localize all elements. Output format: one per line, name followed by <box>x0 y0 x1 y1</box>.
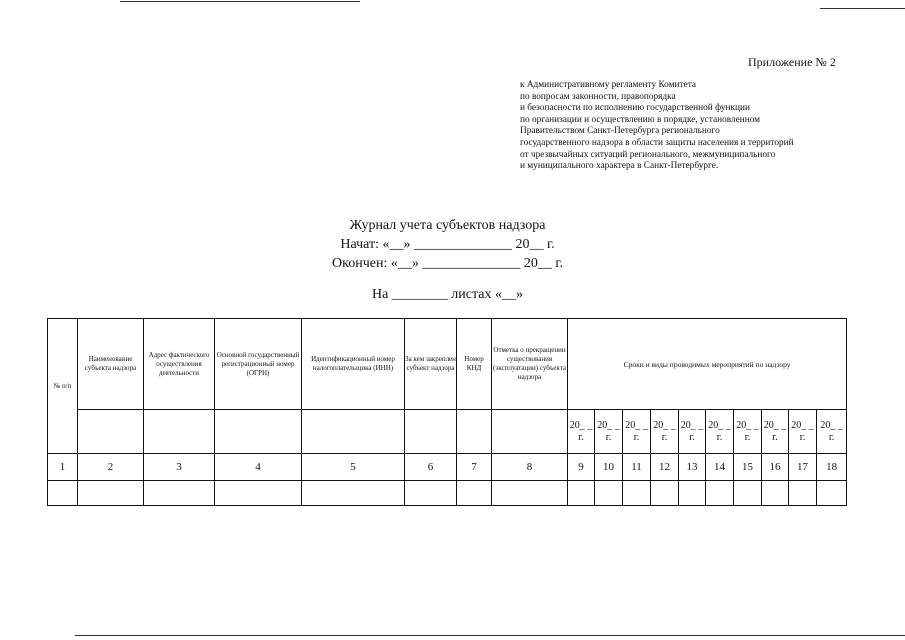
header-name: Наименование субъекта надзора <box>78 319 144 410</box>
table-cell <box>302 410 405 454</box>
scan-edge-top-left <box>120 1 360 2</box>
table-cell <box>492 481 568 506</box>
column-number: 6 <box>405 454 457 481</box>
table-header-row <box>48 319 847 410</box>
table-cell <box>215 410 302 454</box>
table-cell <box>679 481 706 506</box>
header-assigned: За кем закреплен субъект надзора <box>405 319 457 410</box>
appendix-line: по вопросам законности, правопорядка <box>520 91 676 102</box>
column-number: 13 <box>679 454 706 481</box>
table-cell <box>789 481 817 506</box>
column-number: 17 <box>789 454 817 481</box>
column-number: 9 <box>568 454 595 481</box>
column-number: 14 <box>706 454 734 481</box>
appendix-line: Правительством Санкт-Петербурга регионального <box>520 126 720 137</box>
header-termination: Отметка о прекращении существования (эксплуатации) субъекта надзора <box>492 319 568 410</box>
table-cell <box>457 410 492 454</box>
appendix-reference <box>520 80 794 173</box>
table-cell <box>623 481 651 506</box>
year-cell: 20_ _ г. <box>817 410 847 454</box>
table-cell <box>651 481 679 506</box>
table-cell <box>405 410 457 454</box>
year-cell: 20_ _ г. <box>568 410 595 454</box>
header-terms: Сроки и виды проводимых мероприятий по надзору <box>568 319 847 410</box>
register-table <box>47 318 847 506</box>
year-cell: 20_ _ г. <box>706 410 734 454</box>
journal-started: Начат: «__» ______________ 20__ г. <box>340 237 555 252</box>
year-cell: 20_ _ г. <box>623 410 651 454</box>
table-cell <box>492 410 568 454</box>
appendix-line: от чрезвычайных ситуаций регионального, межмуниципального <box>520 149 776 160</box>
table-number-row <box>48 454 847 481</box>
table-cell <box>734 481 762 506</box>
year-cell: 20_ _ г. <box>789 410 817 454</box>
column-number: 5 <box>302 454 405 481</box>
table-cell <box>595 481 623 506</box>
header-address: Адрес фактического осуществления деятельности <box>144 319 215 410</box>
journal-sheets: На ________ листах «__» <box>371 287 524 302</box>
table-cell <box>78 410 144 454</box>
appendix-line: по организации и осуществлению в порядке, установленном <box>520 114 761 125</box>
column-number: 7 <box>457 454 492 481</box>
appendix-title: Приложение № 2 <box>748 55 836 69</box>
appendix-line: к Административному регламенту Комитета <box>520 80 697 90</box>
table-cell <box>144 481 215 506</box>
header-knd: Номер КНД <box>457 319 492 410</box>
scan-edge-bottom <box>75 635 905 636</box>
column-number: 16 <box>762 454 789 481</box>
column-number: 1 <box>48 454 78 481</box>
column-number: 12 <box>651 454 679 481</box>
header-num: № п/п <box>48 319 78 454</box>
column-number: 11 <box>623 454 651 481</box>
table-cell <box>817 481 847 506</box>
appendix-line: и безопасности по исполнению государственной функции <box>520 103 750 114</box>
column-number: 18 <box>817 454 847 481</box>
table-cell <box>302 481 405 506</box>
table-cell <box>405 481 457 506</box>
column-number: 3 <box>144 454 215 481</box>
column-number: 15 <box>734 454 762 481</box>
column-number: 4 <box>215 454 302 481</box>
year-cell: 20_ _ г. <box>595 410 623 454</box>
scan-edge-top-right <box>820 8 905 9</box>
journal-title: Журнал учета субъектов надзора <box>349 218 546 233</box>
column-number: 10 <box>595 454 623 481</box>
year-cell: 20_ _ г. <box>734 410 762 454</box>
journal-heading <box>0 216 895 273</box>
table-years-row <box>48 410 847 454</box>
table-row <box>48 481 847 506</box>
column-number: 2 <box>78 454 144 481</box>
appendix-line: и муниципального характера в Санкт-Петербурге. <box>520 161 719 172</box>
column-number: 8 <box>492 454 568 481</box>
table-cell <box>144 410 215 454</box>
table-cell <box>78 481 144 506</box>
journal-finished: Окончен: «__» ______________ 20__ г. <box>332 256 563 271</box>
year-cell: 20_ _ г. <box>651 410 679 454</box>
table-cell <box>706 481 734 506</box>
header-inn: Идентификационный номер налогоплательщика (ИНН) <box>302 319 405 410</box>
table-cell <box>215 481 302 506</box>
table-cell <box>457 481 492 506</box>
appendix-line: государственного надзора в области защиты населения и территорий <box>520 137 794 148</box>
table-cell <box>568 481 595 506</box>
table-cell <box>48 481 78 506</box>
header-ogrn: Основной государственный регистрационный номер (ОГРН) <box>215 319 302 410</box>
year-cell: 20_ _ г. <box>762 410 789 454</box>
table-cell <box>762 481 789 506</box>
year-cell: 20_ _ г. <box>679 410 706 454</box>
